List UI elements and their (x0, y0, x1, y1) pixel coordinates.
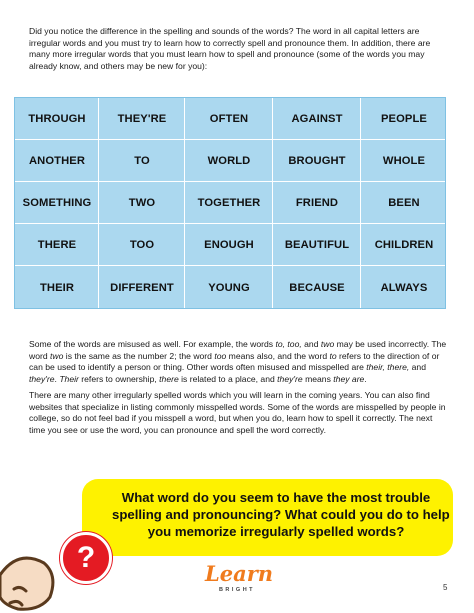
grid-word: THROUGH (28, 113, 86, 125)
grid-word: BECAUSE (289, 282, 345, 294)
page-number: 5 (443, 583, 448, 592)
grid-word: OFTEN (209, 113, 249, 125)
grid-word: DIFFERENT (110, 282, 174, 294)
grid-word: WORLD (207, 155, 251, 167)
grid-word: ENOUGH (204, 239, 254, 251)
question-line-3: you memorize irregularly spelled words? (147, 524, 405, 539)
grid-word: BEAUTIFUL (284, 239, 350, 251)
grid-word: PEOPLE (381, 113, 427, 125)
grid-word: TOO (129, 239, 155, 251)
grid-word: TWO (128, 197, 156, 209)
irregular-words-grid (14, 97, 446, 309)
grid-word: YOUNG (208, 282, 250, 294)
question-mark-icon: ? (60, 532, 112, 584)
grid-word: FRIEND (295, 197, 339, 209)
discussion-question (112, 489, 450, 540)
grid-word: WHOLE (382, 155, 426, 167)
grid-word: TO (134, 155, 150, 167)
intro-paragraph: Did you notice the difference in the spelling and sounds of the words? The word in all capital letters are irregular words and you must try to learn how to correctly spell and pronounce them. In addition, there are many more irregular words that you must learn how to spell and pronounce (some of the words you may already know, and others may be new for you): (29, 26, 431, 71)
misuse-paragraph: Some of the words are misused as well. For example, the words to, too, and two may be used incorrectly. The word two is the same as the number 2; the word too means also, and the word to refers to the direction of or can be used to identify a person or thing. Other words often misused and misspelled are their, there, and they're. Their refers to ownership, there is related to a place, and they're means they are. (29, 339, 447, 384)
learn-bright-logo: Learn BRIGHT (205, 561, 274, 593)
question-line-2: spelling and pronouncing? What could you do to help (112, 507, 450, 522)
grid-word: TOGETHER (197, 197, 261, 209)
grid-word: BEEN (388, 197, 420, 209)
tips-paragraph: There are many other irregularly spelled words which you will learn in the coming years. You can also find websites that specialize in listing commonly misspelled words. Some of the words are misspelled by people in college, so do not feel bad if you misspell a word, but when you do, learn how to spell it correctly. The next time you see or use the word, you can pronounce and spell the word correctly. (29, 390, 446, 435)
grid-word: AGAINST (291, 113, 343, 125)
grid-word: THERE (37, 239, 77, 251)
grid-word: THEY'RE (117, 113, 167, 125)
grid-word: ALWAYS (380, 282, 428, 294)
grid-word: CHILDREN (374, 239, 434, 251)
grid-word: SOMETHING (22, 197, 92, 209)
question-line-1: What word do you seem to have the most trouble (121, 490, 431, 505)
grid-word: ANOTHER (28, 155, 85, 167)
grid-word: THEIR (39, 282, 75, 294)
grid-word: BROUGHT (288, 155, 346, 167)
